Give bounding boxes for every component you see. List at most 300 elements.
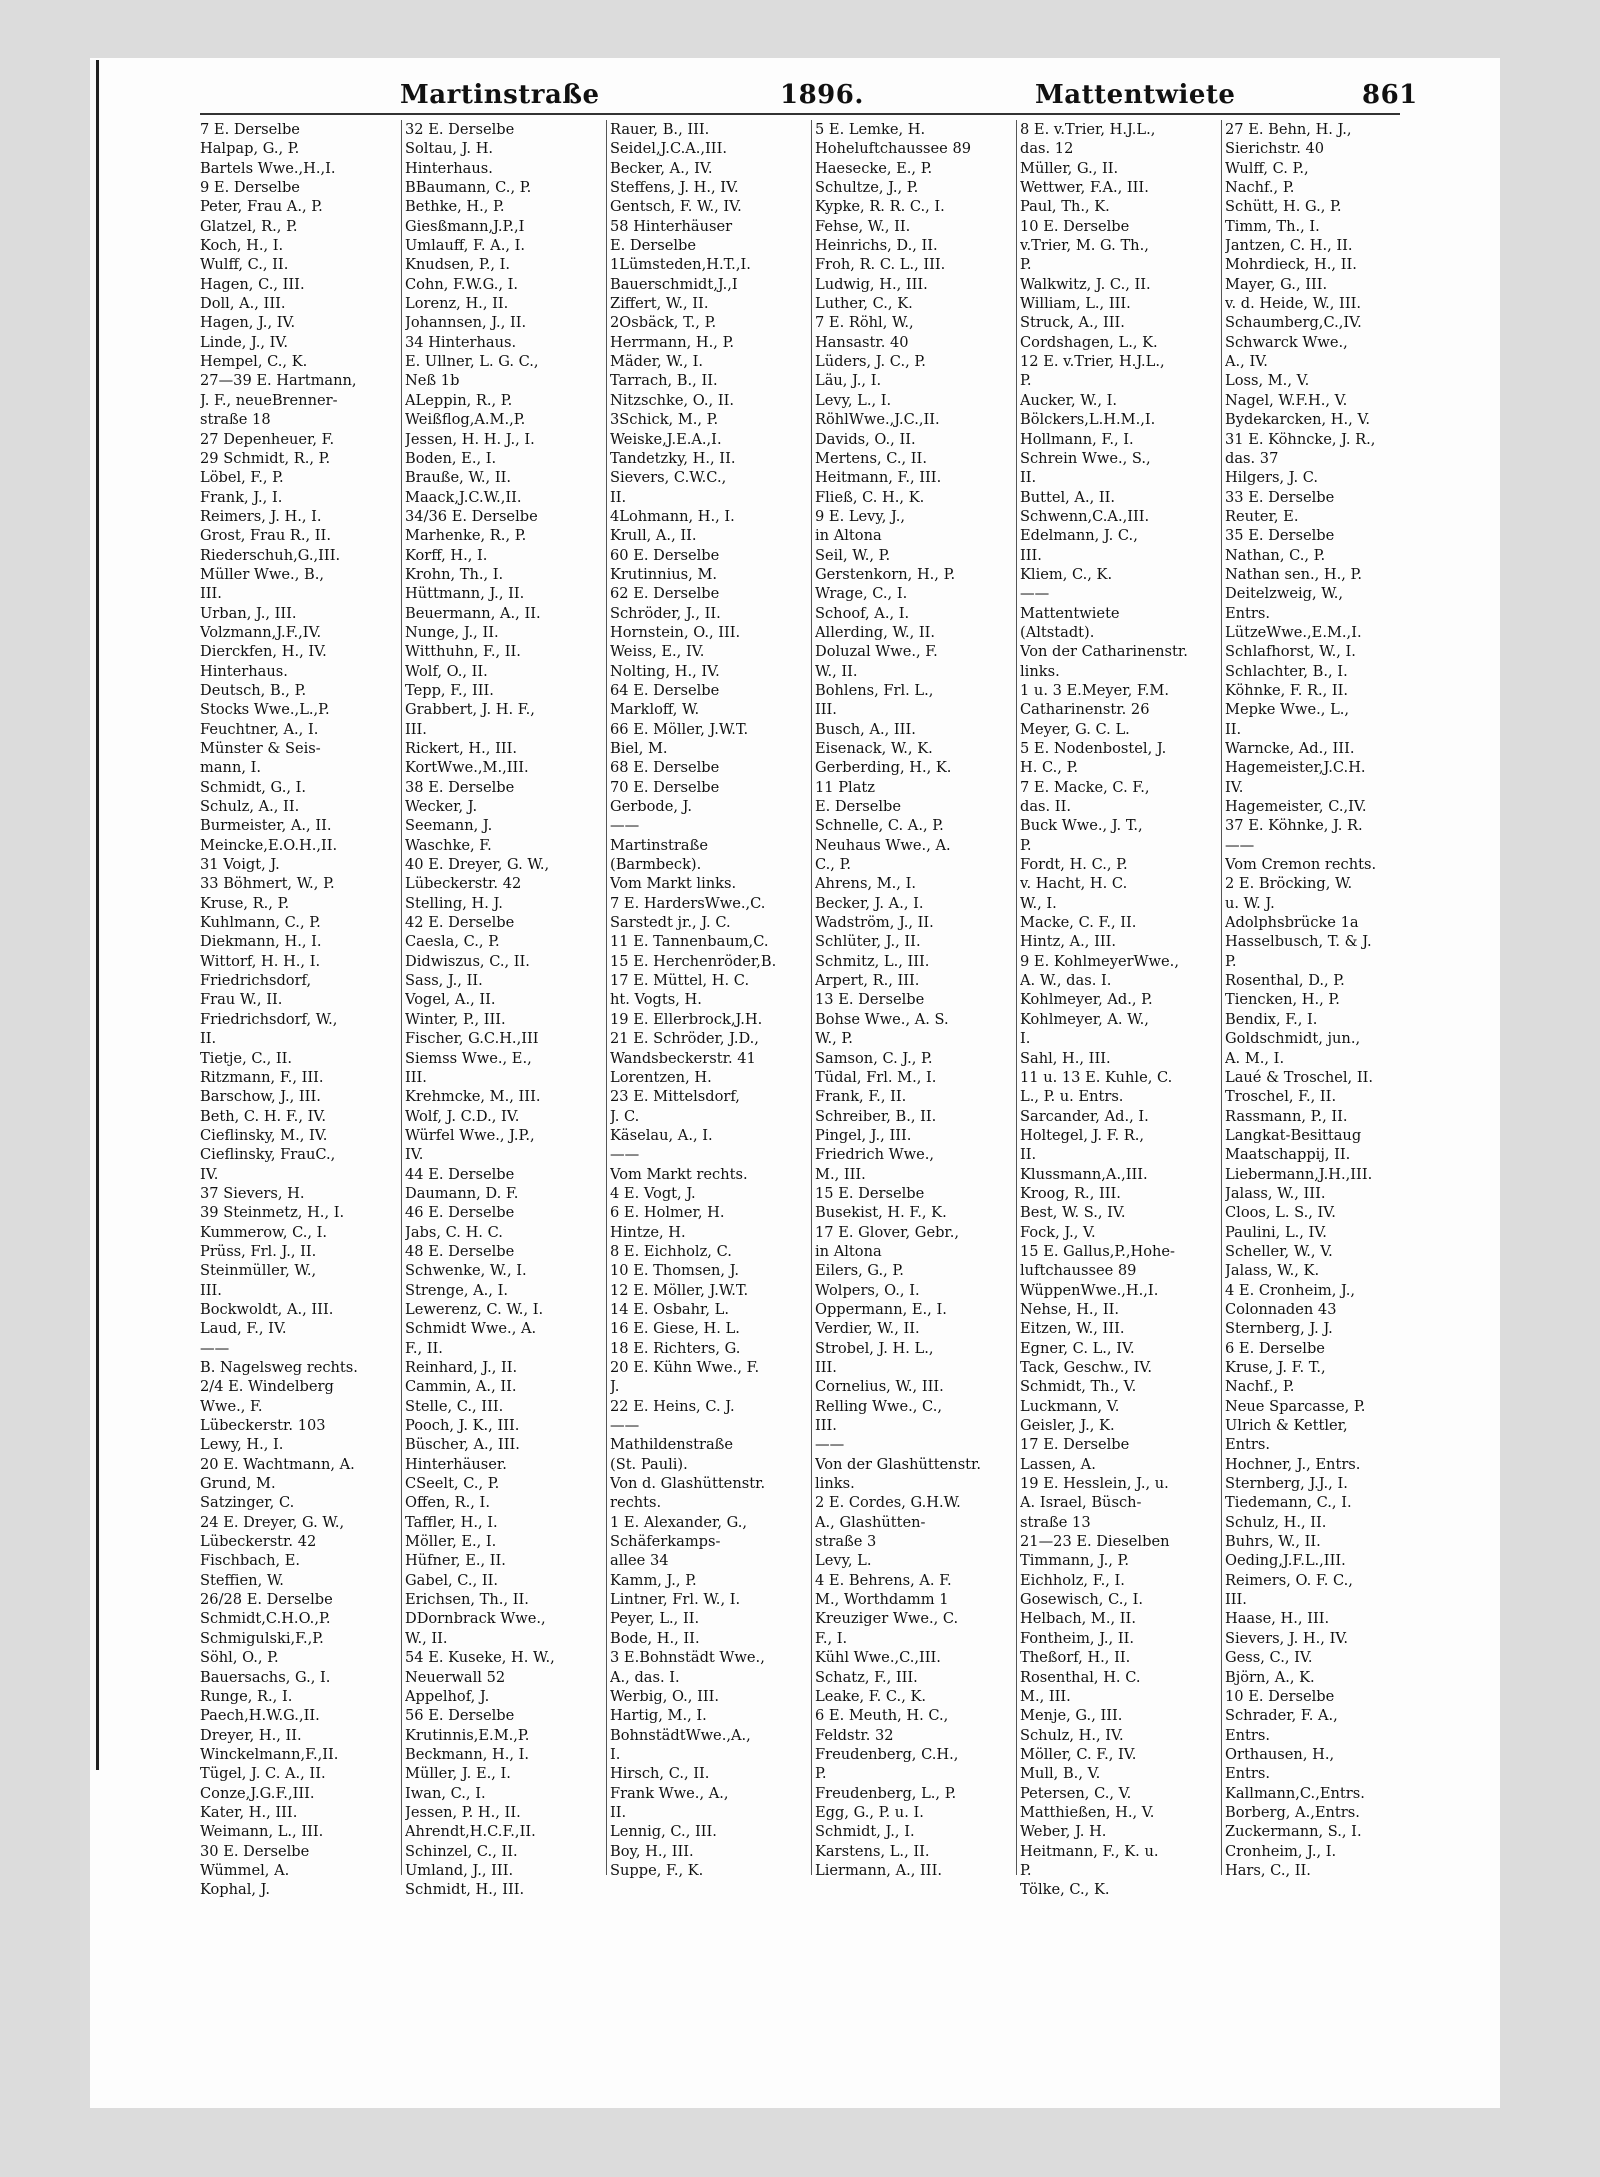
- directory-entry-line: ——: [610, 1417, 640, 1435]
- directory-entry-line: v. d. Heide, W., III.: [1225, 295, 1361, 313]
- directory-entry-line: Offen, R., I.: [405, 1494, 490, 1512]
- directory-entry-line: Tölke, C., K.: [1020, 1881, 1110, 1899]
- directory-entry-line: Mäder, W., I.: [610, 353, 704, 371]
- directory-entry-line: Urban, J., III.: [200, 604, 297, 622]
- directory-entry-line: Mayer, G., III.: [1225, 275, 1328, 293]
- directory-entry-line: Weber, J. H.: [1020, 1823, 1107, 1841]
- directory-entry-line: Goldschmidt, jun.,: [1225, 1030, 1361, 1048]
- column-divider: [1016, 120, 1017, 1875]
- directory-entry-line: E. Derselbe: [610, 237, 697, 255]
- directory-entry-line: Lintner, Frl. W., I.: [610, 1591, 741, 1609]
- directory-entry-line: Vom Markt links.: [610, 875, 737, 893]
- directory-entry-line: Rickert, H., III.: [405, 740, 518, 757]
- directory-entry-line: Relling Wwe., C.,: [815, 1397, 942, 1415]
- directory-entry-line: W., P.: [815, 1030, 853, 1048]
- directory-entry-line: 15 E. Derselbe: [815, 1184, 925, 1202]
- directory-entry-line: Heitmann, F., K. u.: [1020, 1842, 1159, 1860]
- directory-entry-line: Schäferkamps-: [610, 1533, 721, 1551]
- directory-entry-line: in Altona: [815, 1242, 882, 1260]
- directory-entry-line: Riederschuh,G.,III.: [200, 546, 341, 564]
- directory-entry-line: Müller, J. E., I.: [405, 1765, 511, 1783]
- directory-entry-line: 62 E. Derselbe: [610, 585, 720, 603]
- page-number: 861: [1362, 80, 1418, 110]
- directory-entry-line: rechts.: [610, 1494, 662, 1512]
- directory-entry-line: Seidel,J.C.A.,III.: [610, 140, 727, 158]
- directory-entry-line: Von der Catharinenstr.: [1020, 643, 1188, 661]
- directory-entry-line: Bendix, F., I.: [1225, 1010, 1318, 1028]
- directory-entry-line: 40 E. Dreyer, G. W.,: [405, 856, 550, 874]
- directory-entry-line: 4 E. Cronheim, J.,: [1225, 1281, 1355, 1299]
- directory-entry-line: Daumann, D. F.: [405, 1184, 519, 1202]
- directory-entry-line: II.: [1225, 720, 1242, 738]
- directory-entry-line: v.Trier, M. G. Th.,: [1020, 237, 1149, 255]
- directory-entry-line: Nagel, W.F.H., V.: [1225, 391, 1348, 409]
- directory-entry-line: ——: [815, 1436, 845, 1454]
- directory-entry-line: E. Ullner, L. G. C.,: [405, 353, 539, 371]
- directory-entry-line: ——: [610, 817, 640, 835]
- directory-entry-line: Kater, H., III.: [200, 1803, 298, 1821]
- directory-entry-line: Schreiber, B., II.: [815, 1107, 937, 1125]
- directory-entry-line: Weißflog,A.M.,P.: [405, 411, 526, 429]
- directory-entry-line: Geisler, J., K.: [1020, 1417, 1115, 1435]
- directory-entry-line: Frank Wwe., A.,: [610, 1784, 729, 1802]
- directory-entry-line: Best, W. S., IV.: [1020, 1204, 1126, 1222]
- directory-entry-line: III.: [815, 1359, 837, 1376]
- directory-entry-line: III.: [815, 1417, 837, 1435]
- directory-entry-line: Theßorf, H., II.: [1020, 1649, 1131, 1667]
- directory-entry-line: William, L., III.: [1020, 295, 1131, 313]
- directory-entry-line: P.: [815, 1765, 827, 1783]
- directory-entry-line: J. C.: [610, 1107, 640, 1125]
- directory-entry-line: Buhrs, W., II.: [1225, 1533, 1321, 1551]
- directory-entry-line: 31 E. Köhncke, J. R.,: [1225, 430, 1376, 448]
- directory-entry-line: 3Schick, M., P.: [610, 411, 719, 429]
- directory-entry-line: Lewerenz, C. W., I.: [405, 1300, 544, 1318]
- directory-entry-line: III.: [405, 720, 427, 738]
- directory-entry-line: Hoheluftchaussee 89: [815, 140, 972, 158]
- directory-entry-line: Reimers, J. H., I.: [200, 507, 322, 525]
- directory-entry-line: Seil, W., P.: [815, 546, 891, 564]
- directory-entry-line: 33 E. Derselbe: [1225, 488, 1335, 506]
- directory-entry-line: Schwenn,C.A.,III.: [1020, 507, 1150, 525]
- directory-entry-line: straße 18: [200, 411, 271, 429]
- directory-entry-line: 7 E. Derselbe: [200, 121, 300, 138]
- directory-entry-line: Würfel Wwe., J.P.,: [405, 1126, 535, 1144]
- directory-entry-line: Hagemeister,J.C.H.: [1225, 759, 1366, 777]
- header-right-street: Mattentwiete: [1035, 80, 1236, 110]
- directory-entry-line: 6 E. Holmer, H.: [610, 1204, 725, 1222]
- directory-entry-line: Grabbert, J. H. F.,: [405, 701, 535, 719]
- directory-entry-line: Steffens, J. H., IV.: [610, 179, 739, 197]
- directory-entry-line: Friedrichsdorf,: [200, 972, 312, 990]
- directory-entry-line: allee 34: [610, 1552, 669, 1570]
- directory-entry-line: 34/36 E. Derselbe: [405, 507, 538, 525]
- directory-entry-line: Lorenz, H., II.: [405, 295, 509, 313]
- directory-entry-line: Brauße, W., II.: [405, 469, 511, 487]
- directory-entry-line: Luckmann, V.: [1020, 1397, 1120, 1415]
- directory-entry-line: Hüfner, E., II.: [405, 1552, 506, 1570]
- directory-entry-line: Jessen, P. H., II.: [405, 1803, 521, 1821]
- column-divider: [401, 120, 402, 1875]
- directory-entry-line: Paech,H.W.G.,II.: [200, 1707, 320, 1725]
- directory-entry-line: Cronheim, J., I.: [1225, 1842, 1337, 1860]
- directory-entry-line: I.: [610, 1745, 621, 1763]
- directory-entry-line: Tüdal, Frl. M., I.: [815, 1068, 937, 1086]
- directory-entry-line: Eilers, G., P.: [815, 1262, 904, 1280]
- directory-entry-line: Bauersachs, G., I.: [200, 1668, 331, 1686]
- directory-entry-line: Jessen, H. H. J., I.: [405, 430, 535, 448]
- directory-entry-line: Herrmann, H., P.: [610, 333, 735, 351]
- directory-entry-line: Bydekarcken, H., V.: [1225, 411, 1371, 429]
- directory-entry-line: Sievers, C.W.C.,: [610, 469, 727, 487]
- directory-entry-line: 2Osbäck, T., P.: [610, 314, 717, 332]
- directory-entry-line: Becker, A., IV.: [610, 159, 713, 177]
- directory-entry-line: Stelle, C., III.: [405, 1397, 504, 1415]
- directory-entry-line: Ulrich & Kettler,: [1225, 1417, 1348, 1435]
- directory-entry-line: BBaumann, C., P.: [405, 179, 532, 197]
- directory-entry-line: Marhenke, R., P.: [405, 527, 527, 545]
- directory-entry-line: Hochner, J., Entrs.: [1225, 1455, 1361, 1473]
- directory-entry-line: Peyer, L., II.: [610, 1610, 700, 1628]
- directory-entry-line: 27 E. Behn, H. J.,: [1225, 121, 1352, 138]
- directory-entry-line: Neuerwall 52: [405, 1668, 506, 1686]
- directory-entry-line: Martinstraße: [610, 836, 708, 854]
- directory-entry-line: Lübeckerstr. 42: [200, 1533, 317, 1551]
- directory-entry-line: Dreyer, H., II.: [200, 1726, 302, 1744]
- directory-entry-line: Tandetzky, H., II.: [610, 449, 736, 467]
- directory-entry-line: Sternberg, J. J.: [1225, 1320, 1333, 1338]
- directory-entry-line: Erichsen, Th., II.: [405, 1591, 529, 1609]
- directory-entry-line: Wulff, C., II.: [200, 256, 289, 274]
- directory-entry-line: J.: [610, 1378, 620, 1396]
- directory-entry-line: Menje, G., III.: [1020, 1707, 1123, 1725]
- directory-entry-line: Hagen, J., IV.: [200, 314, 296, 332]
- directory-entry-line: Grund, M.: [200, 1475, 276, 1493]
- directory-entry-line: Schulz, A., II.: [200, 798, 300, 816]
- directory-entry-line: Kallmann,C.,Entrs.: [1225, 1784, 1365, 1802]
- directory-entry-line: 12 E. v.Trier, H.J.L.,: [1020, 353, 1165, 371]
- directory-entry-line: Leake, F. C., K.: [815, 1687, 927, 1705]
- directory-entry-line: Sievers, J. H., IV.: [1225, 1629, 1348, 1647]
- directory-entry-line: Levy, L.: [815, 1552, 872, 1570]
- directory-entry-line: mann, I.: [200, 759, 262, 777]
- directory-entry-line: Nathan, C., P.: [1225, 546, 1326, 564]
- directory-entry-line: Krull, A., II.: [610, 527, 697, 545]
- directory-entry-line: Macke, C. F., II.: [1020, 914, 1137, 932]
- directory-entry-line: (Altstadt).: [1020, 623, 1095, 641]
- directory-entry-line: Hinterhaus.: [405, 159, 493, 177]
- directory-entry-line: 17 E. Müttel, H. C.: [610, 972, 750, 990]
- directory-entry-line: Lennig, C., III.: [610, 1823, 717, 1841]
- directory-entry-line: C., P.: [815, 856, 852, 874]
- directory-entry-line: Fischer, G.C.H.,III: [405, 1030, 539, 1048]
- directory-entry-line: Waschke, F.: [405, 836, 492, 854]
- directory-entry-line: 9 E. Derselbe: [200, 179, 300, 197]
- directory-entry-line: 37 E. Köhnke, J. R.: [1225, 817, 1363, 835]
- directory-entry-line: Gerberding, H., K.: [815, 759, 952, 777]
- directory-entry-line: 10 E. Derselbe: [1020, 217, 1130, 235]
- directory-entry-line: Soltau, J. H.: [405, 140, 494, 158]
- directory-entry-line: Neuhaus Wwe., A.: [815, 836, 951, 854]
- directory-entry-line: Conze,J.G.F.,III.: [200, 1784, 315, 1802]
- directory-entry-line: Paul, Th., K.: [1020, 198, 1110, 216]
- directory-entry-line: Nehse, H., II.: [1020, 1300, 1120, 1318]
- directory-entry-line: Hagen, C., III.: [200, 275, 305, 293]
- directory-entry-line: 46 E. Derselbe: [405, 1204, 515, 1222]
- directory-entry-line: Allerding, W., II.: [815, 623, 936, 641]
- directory-entry-line: 44 E. Derselbe: [405, 1165, 515, 1183]
- directory-entry-line: IV.: [200, 1165, 219, 1183]
- directory-entry-line: Wrage, C., I.: [815, 585, 908, 603]
- directory-entry-line: Kruse, R., P.: [200, 894, 290, 912]
- directory-entry-line: Nitzschke, O., II.: [610, 391, 735, 409]
- directory-entry-line: H. C., P.: [1020, 759, 1079, 777]
- directory-entry-line: Markloff, W.: [610, 701, 700, 719]
- directory-entry-line: Tepp, F., III.: [405, 681, 494, 699]
- directory-entry-line: Cieflinsky, M., IV.: [200, 1126, 328, 1144]
- page-header: [300, 80, 1418, 112]
- directory-entry-line: 7 E. HardersWwe.,C.: [610, 894, 766, 912]
- directory-entry-line: Paulini, L., IV.: [1225, 1223, 1327, 1241]
- directory-entry-line: Sternberg, J.J., I.: [1225, 1475, 1348, 1493]
- directory-entry-line: Schwenke, W., I.: [405, 1262, 527, 1280]
- directory-entry-line: Eichholz, F., I.: [1020, 1571, 1125, 1589]
- directory-entry-line: 21—23 E. Dieselben: [1020, 1533, 1170, 1551]
- directory-entry-line: Schulz, H., II.: [1225, 1513, 1327, 1531]
- directory-entry-line: 60 E. Derselbe: [610, 546, 720, 564]
- directory-entry-line: 16 E. Giese, H. L.: [610, 1320, 740, 1338]
- directory-entry-line: III.: [1225, 1591, 1247, 1609]
- directory-entry-line: Linde, J., IV.: [200, 333, 289, 351]
- directory-entry-line: ——: [1020, 585, 1050, 603]
- directory-entry-line: Rosenthal, H. C.: [1020, 1668, 1141, 1686]
- directory-entry-line: Fordt, H. C., P.: [1020, 856, 1128, 874]
- directory-entry-line: Köhnke, F. R., II.: [1225, 681, 1349, 699]
- directory-entry-line: Froh, R. C. L., III.: [815, 256, 946, 274]
- directory-entry-line: P.: [1020, 372, 1032, 390]
- directory-entry-line: Nathan sen., H., P.: [1225, 565, 1363, 583]
- directory-entry-line: Ludwig, H., III.: [815, 275, 928, 293]
- directory-entry-line: Möller, E., I.: [405, 1533, 497, 1551]
- directory-entry-line: Timmann, J., P.: [1020, 1552, 1129, 1570]
- directory-entry-line: Beth, C. H. F., IV.: [200, 1107, 326, 1125]
- directory-entry-line: Schmidt Wwe., A.: [405, 1320, 537, 1338]
- directory-entry-line: Strenge, A., I.: [405, 1281, 508, 1299]
- directory-entry-line: Matthießen, H., V.: [1020, 1803, 1155, 1821]
- directory-entry-line: B. Nagelsweg rechts.: [200, 1359, 358, 1376]
- directory-entry-line: P.: [1020, 836, 1032, 854]
- directory-entry-line: 2 E. Cordes, G.H.W.: [815, 1494, 961, 1512]
- directory-entry-line: 23 E. Mittelsdorf,: [610, 1088, 740, 1106]
- directory-entry-line: Colonnaden 43: [1225, 1300, 1337, 1318]
- directory-entry-line: 20 E. Kühn Wwe., F.: [610, 1359, 760, 1376]
- directory-entry-line: 17 E. Derselbe: [1020, 1436, 1130, 1454]
- directory-entry-line: Schwarck Wwe.,: [1225, 333, 1348, 351]
- directory-entry-line: A., das. I.: [610, 1668, 680, 1686]
- directory-entry-line: Egner, C. L., IV.: [1020, 1339, 1135, 1357]
- directory-entry-line: IV.: [1225, 778, 1244, 796]
- directory-entry-line: Frank, F., II.: [815, 1088, 907, 1106]
- directory-entry-line: Tarrach, B., II.: [610, 372, 718, 390]
- directory-entry-line: Von d. Glashüttenstr.: [610, 1475, 766, 1493]
- directory-entry-line: Volzmann,J.F.,IV.: [200, 623, 322, 641]
- directory-entry-line: LützeWwe.,E.M.,I.: [1225, 623, 1362, 641]
- directory-entry-line: 10 E. Derselbe: [1225, 1687, 1335, 1705]
- column-4: [815, 120, 1010, 1880]
- directory-entry-line: Schlafhorst, W., I.: [1225, 643, 1356, 661]
- directory-entry-line: Suppe, F., K.: [610, 1861, 704, 1879]
- directory-entry-line: A., IV.: [1225, 353, 1268, 371]
- directory-entry-line: Aucker, W., I.: [1020, 391, 1118, 409]
- directory-entry-line: 70 E. Derselbe: [610, 778, 720, 796]
- directory-entry-line: Hempel, C., K.: [200, 353, 308, 371]
- directory-entry-line: Sierichstr. 40: [1225, 140, 1325, 158]
- column-3: [610, 120, 805, 1880]
- directory-entry-line: Dierckfen, H., IV.: [200, 643, 327, 661]
- header-rule: [200, 113, 1400, 115]
- directory-entry-line: Doll, A., III.: [200, 295, 286, 313]
- directory-entry-line: Mull, B., V.: [1020, 1765, 1101, 1783]
- directory-entry-line: Bölckers,L.H.M.,I.: [1020, 411, 1156, 429]
- directory-entry-line: Giesßmann,J.P.,I: [405, 217, 525, 235]
- directory-entry-line: v. Hacht, H. C.: [1020, 875, 1128, 893]
- directory-entry-line: Kohlmeyer, Ad., P.: [1020, 991, 1153, 1009]
- directory-entry-line: (Barmbeck).: [610, 856, 702, 874]
- directory-entry-line: 66 E. Möller, J.W.T.: [610, 720, 749, 738]
- directory-entry-line: Cordshagen, L., K.: [1020, 333, 1158, 351]
- directory-entry-line: Hüttmann, J., II.: [405, 585, 525, 603]
- directory-entry-line: 7 E. Macke, C. F.,: [1020, 778, 1150, 796]
- directory-entry-line: RöhlWwe.,J.C.,II.: [815, 411, 940, 429]
- directory-entry-line: Fehse, W., II.: [815, 217, 911, 235]
- directory-entry-line: Koch, H., I.: [200, 237, 284, 255]
- directory-entry-line: Schultze, J., P.: [815, 179, 919, 197]
- directory-entry-line: Umlauff, F. A., I.: [405, 237, 526, 255]
- directory-entry-line: 54 E. Kuseke, H. W.,: [405, 1649, 555, 1667]
- directory-entry-line: Edelmann, J. C.,: [1020, 527, 1138, 545]
- directory-entry-line: Rassmann, P., II.: [1225, 1107, 1348, 1125]
- directory-entry-line: Bartels Wwe.,H.,I.: [200, 159, 336, 177]
- directory-entry-line: Söhl, O., P.: [200, 1649, 279, 1667]
- directory-entry-line: IV.: [405, 1146, 424, 1164]
- directory-entry-line: Heitmann, F., III.: [815, 469, 942, 487]
- directory-entry-line: Appelhof, J.: [405, 1687, 490, 1705]
- column-divider: [811, 120, 812, 1875]
- directory-entry-line: WüppenWwe.,H.,I.: [1020, 1281, 1159, 1299]
- directory-entry-line: Lorentzen, H.: [610, 1068, 712, 1086]
- directory-entry-line: Mepke Wwe., L.,: [1225, 701, 1350, 719]
- directory-entry-line: das. II.: [1020, 798, 1071, 816]
- directory-entry-line: Schröder, J., II.: [610, 604, 721, 622]
- directory-entry-line: 6 E. Derselbe: [1225, 1339, 1325, 1357]
- directory-entry-line: Runge, R., I.: [200, 1687, 293, 1705]
- directory-entry-line: Krutinnius, M.: [610, 565, 718, 583]
- directory-entry-line: Siemss Wwe., E.,: [405, 1049, 532, 1067]
- directory-entry-line: 9 E. Levy, J.,: [815, 507, 906, 525]
- directory-entry-line: Bohse Wwe., A. S.: [815, 1010, 949, 1028]
- directory-entry-line: Davids, O., II.: [815, 430, 916, 448]
- directory-entry-line: 37 Sievers, H.: [200, 1184, 305, 1202]
- directory-entry-line: Werbig, O., III.: [610, 1687, 720, 1705]
- directory-entry-line: Bohlens, Frl. L.,: [815, 681, 934, 699]
- directory-entry-line: Jabs, C. H. C.: [405, 1223, 503, 1241]
- directory-entry-line: Verdier, W., II.: [815, 1320, 920, 1338]
- directory-entry-line: Wolf, O., II.: [405, 662, 488, 680]
- directory-entry-line: 11 E. Tannenbaum,C.: [610, 933, 769, 951]
- directory-entry-line: Gosewisch, C., I.: [1020, 1591, 1144, 1609]
- directory-entry-line: Wettwer, F.A., III.: [1020, 179, 1149, 197]
- directory-entry-line: Bode, H., II.: [610, 1629, 700, 1647]
- directory-entry-line: 30 E. Derselbe: [200, 1842, 310, 1860]
- directory-entry-line: Gess, C., IV.: [1225, 1649, 1313, 1667]
- column-5: [1020, 120, 1215, 1900]
- directory-entry-line: Wittorf, H. H., I.: [200, 952, 321, 970]
- directory-entry-line: links.: [1020, 662, 1060, 680]
- directory-entry-line: Maatschappij, II.: [1225, 1146, 1351, 1164]
- directory-entry-line: W., I.: [1020, 894, 1057, 912]
- directory-entry-line: Strobel, J. H. L.,: [815, 1339, 934, 1357]
- directory-entry-line: Krutinnis,E.M.,P.: [405, 1726, 530, 1744]
- directory-entry-line: Mathildenstraße: [610, 1436, 734, 1454]
- directory-entry-line: Pooch, J. K., III.: [405, 1417, 520, 1435]
- directory-entry-line: Deutsch, B., P.: [200, 681, 307, 699]
- directory-entry-line: Maack,J.C.W.,II.: [405, 488, 522, 506]
- directory-entry-line: Müller, G., II.: [1020, 159, 1119, 177]
- directory-entry-line: Kophal, J.: [200, 1881, 271, 1899]
- directory-entry-line: III.: [405, 1068, 427, 1086]
- directory-entry-line: Samson, C. J., P.: [815, 1049, 933, 1067]
- directory-entry-line: Kreuziger Wwe., C.: [815, 1610, 959, 1628]
- directory-entry-line: 15 E. Gallus,P.,Hohe-: [1020, 1242, 1175, 1260]
- directory-entry-line: Friedrich Wwe.,: [815, 1146, 935, 1164]
- directory-entry-line: Haesecke, E., P.: [815, 159, 933, 177]
- directory-entry-line: Cieflinsky, FrauC.,: [200, 1146, 336, 1164]
- directory-entry-line: 19 E. Ellerbrock,J.H.: [610, 1010, 763, 1028]
- directory-entry-line: II.: [610, 488, 627, 506]
- directory-entry-line: 22 E. Heins, C. J.: [610, 1397, 735, 1415]
- directory-entry-line: Adolphsbrücke 1a: [1225, 914, 1359, 932]
- directory-entry-line: Sass, J., II.: [405, 972, 483, 990]
- directory-entry-line: Wümmel, A.: [200, 1861, 290, 1879]
- directory-entry-line: 42 E. Derselbe: [405, 914, 515, 932]
- directory-entry-line: Lassen, A.: [1020, 1455, 1096, 1473]
- directory-entry-line: Hinterhäuser.: [405, 1455, 507, 1473]
- directory-entry-line: Reuter, E.: [1225, 507, 1299, 525]
- directory-entry-line: Orthausen, H.,: [1225, 1745, 1335, 1763]
- directory-entry-line: Boden, E., I.: [405, 449, 497, 467]
- directory-entry-line: Ritzmann, F., III.: [200, 1068, 324, 1086]
- directory-entry-line: Tietje, C., II.: [200, 1049, 293, 1067]
- directory-entry-line: Frau W., II.: [200, 991, 283, 1009]
- directory-entry-line: Becker, J. A., I.: [815, 894, 924, 912]
- directory-entry-line: Hasselbusch, T. & J.: [1225, 933, 1372, 951]
- directory-entry-line: Ahrendt,H.C.F.,II.: [405, 1823, 536, 1841]
- directory-entry-line: Möller, C. F., IV.: [1020, 1745, 1137, 1763]
- directory-entry-line: W., II.: [405, 1629, 448, 1647]
- directory-entry-line: Ziffert, W., II.: [610, 295, 709, 313]
- directory-entry-line: Busch, A., III.: [815, 720, 916, 738]
- directory-entry-line: DDornbrack Wwe.,: [405, 1610, 546, 1628]
- column-2: [405, 120, 600, 1900]
- directory-entry-line: Büscher, A., III.: [405, 1436, 520, 1454]
- directory-entry-line: 56 E. Derselbe: [405, 1707, 515, 1725]
- directory-entry-line: Hars, C., II.: [1225, 1861, 1311, 1879]
- directory-entry-line: Korff, H., I.: [405, 546, 488, 564]
- directory-entry-line: 34 Hinterhaus.: [405, 333, 517, 351]
- directory-entry-line: 21 E. Schröder, J.D.,: [610, 1030, 759, 1048]
- directory-entry-line: Oppermann, E., I.: [815, 1300, 947, 1318]
- directory-entry-line: CSeelt, C., P.: [405, 1475, 500, 1493]
